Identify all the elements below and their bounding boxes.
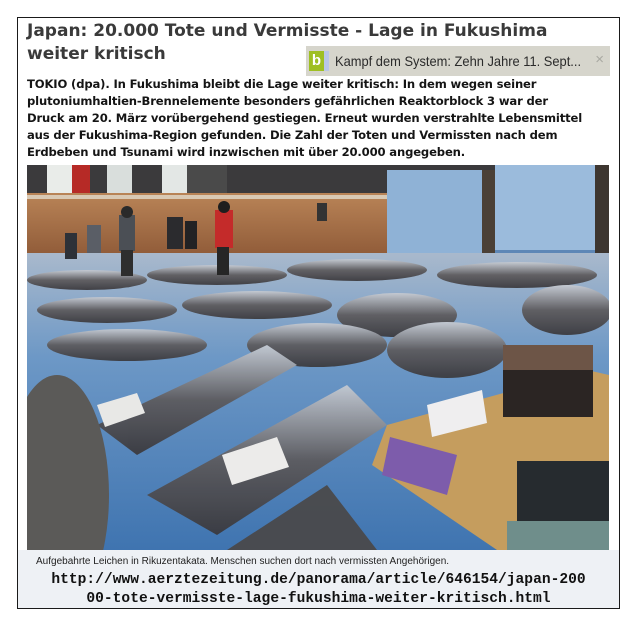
photo-illustration: [27, 165, 609, 550]
bookmark-notification-bar[interactable]: [306, 46, 610, 76]
bookmark-link-text[interactable]: Kampf dem System: Zehn Jahre 11. Sept...: [335, 53, 582, 69]
close-icon[interactable]: ×: [595, 51, 604, 68]
body-line: aus der Fukushima-Region gefunden. Die Zahl der Toten und Vermissten nach dem: [27, 128, 558, 142]
article-lead-paragraph: [27, 76, 617, 161]
body-line: TOKIO (dpa). In Fukushima bleibt die Lage weiter kritisch: In dem wegen seiner: [27, 77, 537, 91]
b-logo-icon: b: [309, 51, 324, 71]
photo-caption: Aufgebahrte Leichen in Rikuzentakata. Menschen suchen dort nach vermissten Angehörigen.: [36, 556, 450, 567]
logo-accent-strip: [324, 51, 329, 71]
title-line-2: weiter kritisch: [27, 44, 166, 64]
title-line-1: Japan: 20.000 Tote und Vermisste - Lage in Fukushima: [27, 21, 548, 41]
body-line: plutoniumhaltien-Brennelemente besonders gefährlichen Reaktorblock 3 war der: [27, 94, 548, 108]
source-url[interactable]: [18, 571, 619, 609]
body-line: Druck am 20. März vorübergehend gestiegen. Erneut wurden verstrahlte Lebensmittel: [27, 111, 583, 125]
url-line-1[interactable]: http://www.aerztezeitung.de/panorama/article/646154/japan-200: [51, 572, 586, 588]
article-photo: [27, 165, 609, 550]
body-line: Erdbeben und Tsunami wird inzwischen mit über 20.000 angegeben.: [27, 145, 466, 159]
url-line-2[interactable]: 00-tote-vermisste-lage-fukushima-weiter-kritisch.html: [86, 591, 551, 607]
